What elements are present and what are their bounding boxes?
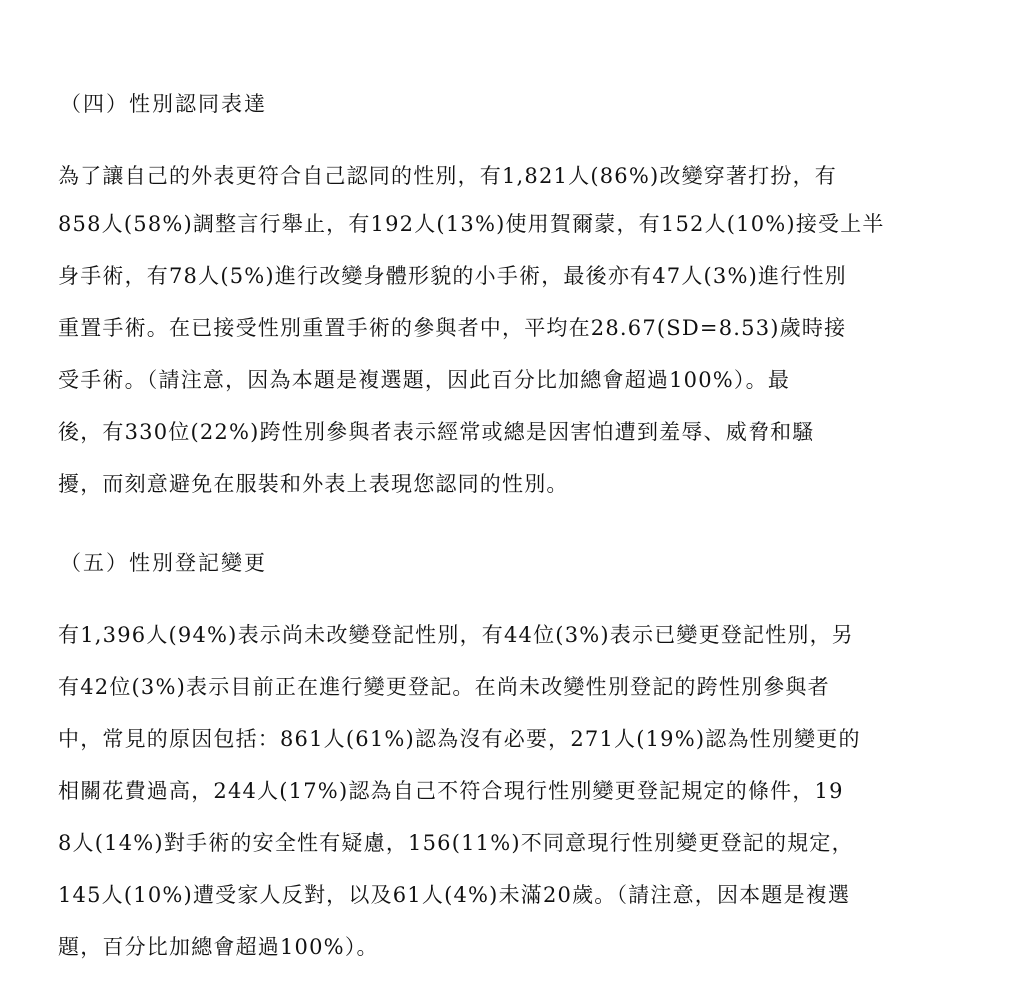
section-4-line-7: 擾，而刻意避免在服裝和外表上表現您認同的性別。 [58, 472, 569, 496]
section-5-line-6: 145人(10%)遭受家人反對，以及61人(4%)未滿20歲。（請注意，因本題是複選 [58, 883, 851, 907]
section-5-line-4: 相關花費過高，244人(17%)認為自己不符合現行性別變更登記規定的條件，19 [58, 779, 844, 803]
section-4-line-5: 受手術。（請注意，因為本題是複選題，因此百分比加總會超過100%）。最 [58, 368, 791, 392]
section-4-line-3: 身手術，有78人(5%)進行改變身體形貌的小手術，最後亦有47人(3%)進行性別 [58, 264, 847, 288]
section-5-line-5: 8人(14%)對手術的安全性有疑慮，156(11%)不同意現行性別變更登記的規定， [58, 831, 854, 855]
section-5-line-1: 有1,396人(94%)表示尚未改變登記性別，有44位(3%)表示已變更登記性別，另 [58, 623, 855, 647]
section-4-heading: （四）性別認同表達 [60, 92, 267, 116]
section-5-line-3: 中，常見的原因包括：861人(61%)認為沒有必要，271人(19%)認為性別變更的 [58, 727, 861, 751]
section-5-line-7: 題，百分比加總會超過100%）。 [58, 935, 379, 959]
section-4-line-6: 後，有330位(22%)跨性別參與者表示經常或總是因害怕遭到羞辱、威脅和騷 [58, 420, 815, 444]
section-4-line-4: 重置手術。在已接受性別重置手術的參與者中，平均在28.67(SD=8.53)歲時接 [58, 316, 847, 340]
section-5-line-2: 有42位(3%)表示目前正在進行變更登記。在尚未改變性別登記的跨性別參與者 [58, 675, 830, 699]
section-4-line-2: 858人(58%)調整言行舉止，有192人(13%)使用賀爾蒙，有152人(10%)接受上半 [58, 212, 885, 236]
section-4-line-1: 為了讓自己的外表更符合自己認同的性別，有1,821人(86%)改變穿著打扮，有 [58, 164, 837, 188]
section-5-heading: （五）性別登記變更 [60, 551, 267, 575]
